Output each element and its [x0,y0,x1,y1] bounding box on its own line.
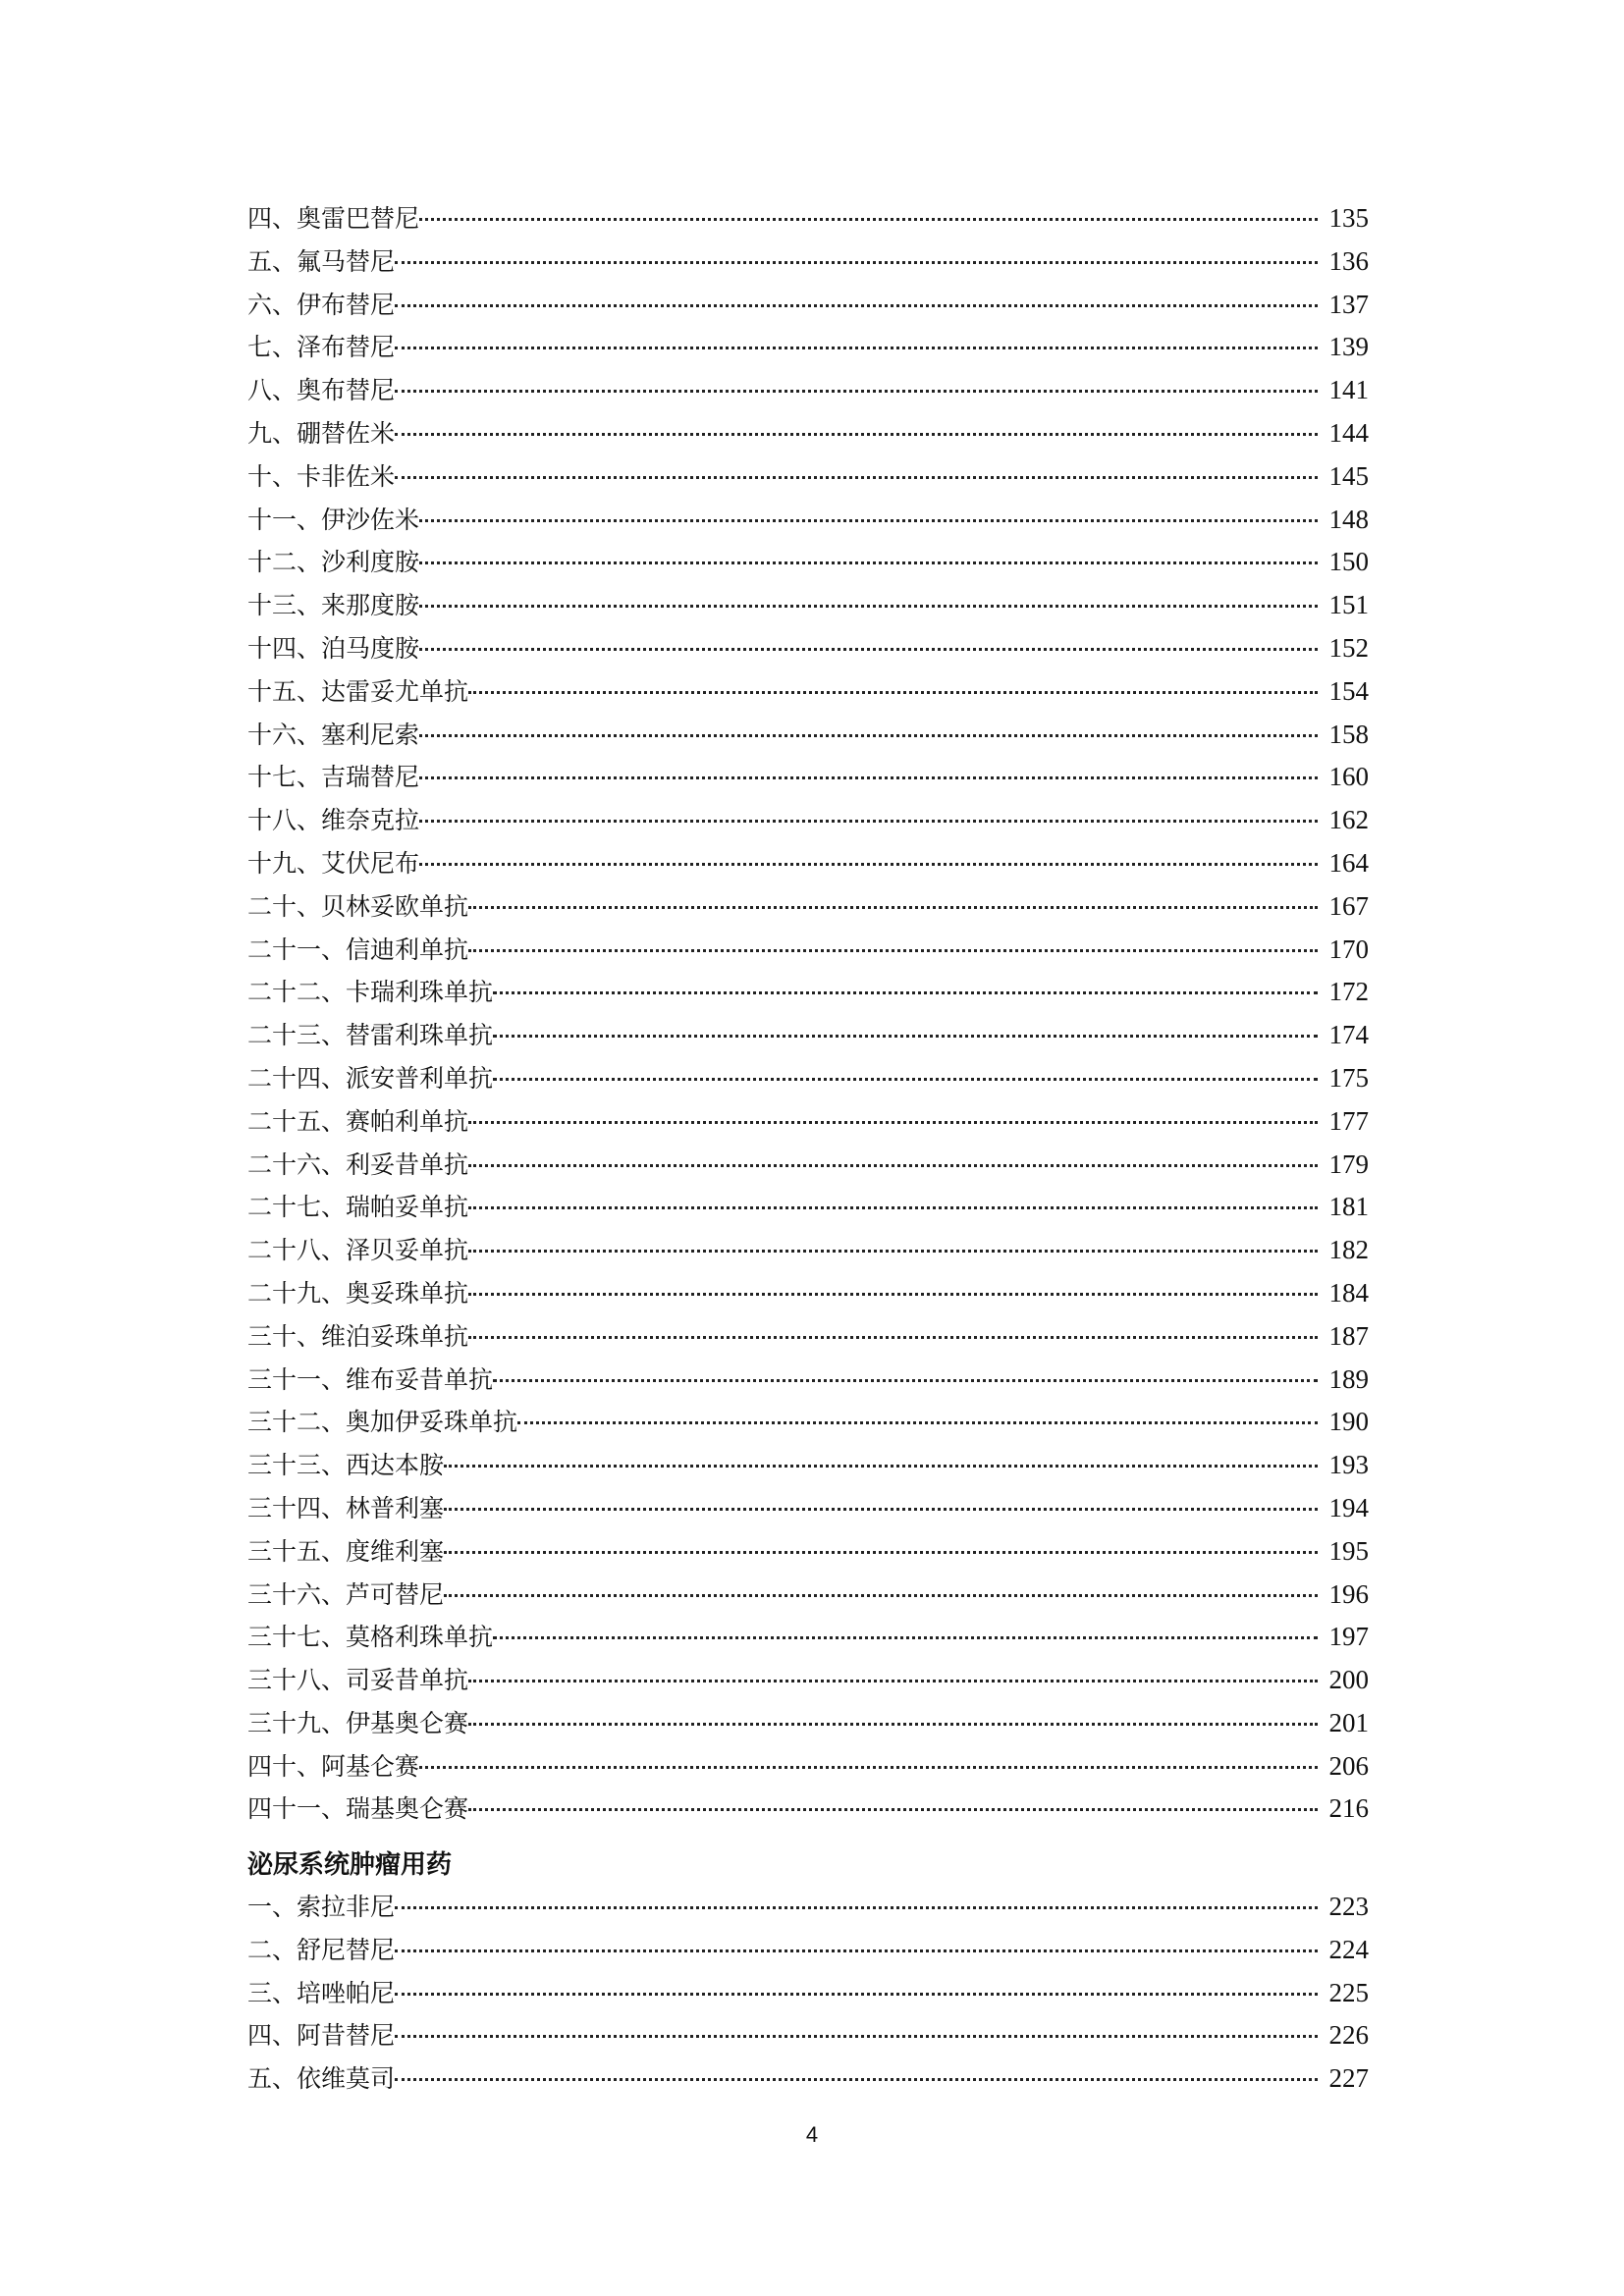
toc-entry[interactable] [247,1315,1369,1359]
toc-entry-title: 十二、沙利度胺 [247,548,420,577]
toc-entry-title: 二十六、利妥昔单抗 [247,1149,469,1179]
toc-entry-title: 十九、艾伏尼布 [247,848,420,878]
toc-entry-title: 二十七、瑞帕妥单抗 [247,1193,469,1222]
toc-entry-page: 151 [1328,590,1369,620]
toc-entry-title: 十、卡非佐米 [247,461,396,491]
toc-entry[interactable] [247,929,1369,972]
toc-dot-leader [444,1508,1318,1511]
toc-entry[interactable] [247,455,1369,499]
toc-entry-page: 175 [1328,1062,1369,1093]
toc-dot-leader [395,1993,1318,1996]
toc-entry-page: 227 [1328,2063,1369,2094]
toc-dot-leader [493,991,1318,994]
toc-entry-page: 189 [1328,1363,1369,1394]
toc-dot-leader [419,648,1318,651]
toc-entry-title: 五、氟马替尼 [247,246,396,276]
toc-dot-leader [493,1636,1318,1639]
toc-entry-page: 201 [1328,1707,1369,1737]
toc-entry-title: 四、奥雷巴替尼 [247,204,420,233]
toc-entry-title: 二十九、奥妥珠单抗 [247,1278,469,1308]
toc-entry-page: 194 [1328,1492,1369,1522]
toc-dot-leader [468,1121,1318,1124]
toc-entry[interactable] [247,197,1369,240]
toc-entry-title: 二十二、卡瑞利珠单抗 [247,978,494,1007]
toc-entry[interactable] [247,1186,1369,1229]
toc-entry[interactable] [247,1444,1369,1487]
toc-entry[interactable] [247,1487,1369,1530]
toc-entry-title: 三十六、芦可替尼 [247,1579,445,1609]
toc-dot-leader [468,1808,1318,1811]
toc-entry-page: 197 [1328,1622,1369,1652]
toc-entry[interactable] [247,412,1369,455]
toc-entry-page: 226 [1328,2020,1369,2051]
toc-entry-title: 二十四、派安普利单抗 [247,1063,494,1093]
toc-entry[interactable] [247,1788,1369,1831]
toc-entry[interactable] [247,885,1369,929]
toc-entry-title: 十五、达雷妥尤单抗 [247,676,469,706]
toc-entry-title: 二十一、信迪利单抗 [247,934,469,964]
toc-entry-title: 八、奥布替尼 [247,376,396,405]
toc-dot-leader [395,476,1318,479]
toc-dot-leader [468,1723,1318,1726]
toc-entry-page: 216 [1328,1793,1369,1824]
toc-entry-title: 七、泽布替尼 [247,333,396,362]
toc-entry-title: 二十八、泽贝妥单抗 [247,1236,469,1265]
toc-entry-title: 十六、塞利尼索 [247,720,420,749]
toc-dot-leader [419,863,1318,866]
toc-entry-page: 190 [1328,1407,1369,1437]
toc-entry-page: 174 [1328,1020,1369,1050]
toc-dot-leader [419,776,1318,779]
toc-entry-title: 三十五、度维利塞 [247,1536,445,1566]
toc-entry-title: 三十二、奥加伊妥珠单抗 [247,1408,518,1437]
toc-entry-page: 184 [1328,1277,1369,1308]
toc-entry-page: 170 [1328,934,1369,964]
toc-entry[interactable] [247,1272,1369,1315]
toc-dot-leader [395,261,1318,264]
toc-entry[interactable] [247,1886,1369,1929]
toc-dot-leader [468,1680,1318,1682]
toc-dot-leader [419,820,1318,823]
toc-dot-leader [493,1035,1318,1038]
toc-entry-page: 200 [1328,1665,1369,1695]
toc-entry[interactable] [247,326,1369,369]
toc-dot-leader [395,1949,1318,1952]
toc-dot-leader [493,1379,1318,1382]
toc-entry-title: 三十八、司妥昔单抗 [247,1666,469,1695]
toc-entry-page: 167 [1328,890,1369,921]
toc-entry-page: 145 [1328,460,1369,491]
toc-dot-leader [444,1551,1318,1554]
toc-dot-leader [444,1465,1318,1468]
toc-entry-page: 164 [1328,847,1369,878]
toc-dot-leader [468,906,1318,909]
toc-entry-page: 193 [1328,1450,1369,1480]
toc-entry[interactable] [247,1057,1369,1100]
toc-entry[interactable] [247,1745,1369,1789]
toc-entry[interactable] [247,499,1369,542]
toc-dot-leader [493,1078,1318,1081]
toc-dot-leader [468,949,1318,952]
section-heading: 泌尿系统肿瘤用药 [247,1850,453,1880]
toc-dot-leader [468,1250,1318,1253]
toc-entry-page: 160 [1328,762,1369,792]
toc-entry-page: 195 [1328,1535,1369,1566]
toc-list-hematology [247,197,1369,1831]
toc-entry[interactable] [247,1929,1369,1972]
toc-entry-page: 181 [1328,1192,1369,1222]
toc-entry-title: 三十七、莫格利珠单抗 [247,1623,494,1652]
toc-dot-leader [419,1766,1318,1769]
toc-entry[interactable] [247,842,1369,885]
toc-entry-title: 二十、贝林妥欧单抗 [247,891,469,921]
toc-entry-page: 154 [1328,675,1369,706]
toc-dot-leader [419,734,1318,737]
toc-entry[interactable] [247,1659,1369,1702]
toc-entry-title: 二十五、赛帕利单抗 [247,1106,469,1136]
toc-entry-title: 五、依维莫司 [247,2064,396,2094]
toc-entry-page: 137 [1328,289,1369,319]
toc-entry-title: 十四、泊马度胺 [247,633,420,663]
toc-entry-title: 二十三、替雷利珠单抗 [247,1021,494,1050]
toc-entry-title: 四、阿昔替尼 [247,2021,396,2051]
toc-entry-page: 177 [1328,1105,1369,1136]
toc-dot-leader [395,2035,1318,2038]
toc-entry-title: 四十、阿基仑赛 [247,1751,420,1781]
toc-entry[interactable] [247,541,1369,584]
toc-entry-page: 206 [1328,1750,1369,1781]
toc-entry[interactable] [247,670,1369,714]
toc-entry[interactable] [247,1972,1369,2015]
toc-entry-page: 162 [1328,805,1369,835]
toc-dot-leader [468,1336,1318,1339]
toc-entry-page: 223 [1328,1892,1369,1921]
toc-entry[interactable] [247,714,1369,757]
toc-entry[interactable] [247,1530,1369,1574]
toc-entry-title: 九、硼替佐米 [247,418,396,448]
page-number: 4 [805,2122,819,2147]
toc-entry-title: 四十一、瑞基奥仑赛 [247,1794,469,1824]
toc-dot-leader [468,1206,1318,1209]
toc-dot-leader [517,1421,1318,1424]
toc-entry-page: 182 [1328,1235,1369,1265]
toc-entry-title: 三、培唑帕尼 [247,1978,396,2007]
toc-entry[interactable] [247,756,1369,799]
toc-entry[interactable] [247,971,1369,1014]
toc-entry-page: 196 [1328,1578,1369,1609]
toc-entry[interactable] [247,284,1369,327]
toc-entry-page: 225 [1328,1977,1369,2007]
toc-entry[interactable] [247,1014,1369,1057]
toc-entry[interactable] [247,1359,1369,1402]
toc-entry[interactable] [247,2014,1369,2057]
toc-dot-leader [395,304,1318,307]
toc-entry-title: 十三、来那度胺 [247,591,420,620]
toc-entry[interactable] [247,627,1369,670]
toc-entry-title: 十一、伊沙佐米 [247,505,420,534]
toc-dot-leader [395,433,1318,436]
toc-entry[interactable] [247,2057,1369,2101]
toc-dot-leader [468,691,1318,694]
toc-entry-page: 136 [1328,245,1369,276]
toc-dot-leader [395,1906,1318,1909]
toc-entry-page: 141 [1328,375,1369,405]
toc-entry-page: 187 [1328,1320,1369,1351]
toc-entry-title: 一、索拉非尼 [247,1893,396,1921]
toc-entry[interactable] [247,1702,1369,1745]
toc-entry[interactable] [247,1229,1369,1272]
toc-entry-title: 三十九、伊基奥仑赛 [247,1708,469,1737]
toc-entry-page: 135 [1328,203,1369,233]
toc-entry-page: 144 [1328,417,1369,448]
toc-entry-title: 二、舒尼替尼 [247,1935,396,1964]
toc-entry-title: 十八、维奈克拉 [247,806,420,835]
toc-entry-page: 179 [1328,1148,1369,1179]
toc-entry-page: 148 [1328,504,1369,534]
toc-entry[interactable] [247,799,1369,842]
toc-entry-title: 三十一、维布妥昔单抗 [247,1364,494,1394]
toc-entry[interactable] [247,1401,1369,1444]
toc-dot-leader [395,2078,1318,2081]
toc-entry[interactable] [247,240,1369,284]
toc-dot-leader [419,519,1318,522]
toc-dot-leader [419,605,1318,608]
toc-entry[interactable] [247,1574,1369,1617]
toc-entry[interactable] [247,584,1369,627]
toc-entry-title: 三十三、西达本胺 [247,1451,445,1480]
toc-entry-page: 139 [1328,332,1369,362]
toc-entry[interactable] [247,1144,1369,1187]
toc-entry[interactable] [247,1616,1369,1659]
toc-dot-leader [419,561,1318,564]
toc-entry-title: 三十四、林普利塞 [247,1493,445,1522]
toc-dot-leader [468,1164,1318,1167]
toc-dot-leader [395,390,1318,393]
toc-entry-page: 224 [1328,1934,1369,1964]
toc-entry-page: 158 [1328,719,1369,749]
toc-entry-page: 172 [1328,977,1369,1007]
toc-entry-title: 十七、吉瑞替尼 [247,763,420,792]
toc-dot-leader [419,218,1318,221]
toc-entry-title: 六、伊布替尼 [247,290,396,319]
toc-dot-leader [444,1594,1318,1597]
toc-entry-title: 三十、维泊妥珠单抗 [247,1321,469,1351]
toc-entry-page: 150 [1328,547,1369,577]
toc-dot-leader [468,1293,1318,1296]
toc-entry-page: 152 [1328,632,1369,663]
toc-dot-leader [395,347,1318,349]
toc-list-urology [247,1886,1369,2101]
toc-entry[interactable] [247,369,1369,412]
toc-entry[interactable] [247,1100,1369,1144]
